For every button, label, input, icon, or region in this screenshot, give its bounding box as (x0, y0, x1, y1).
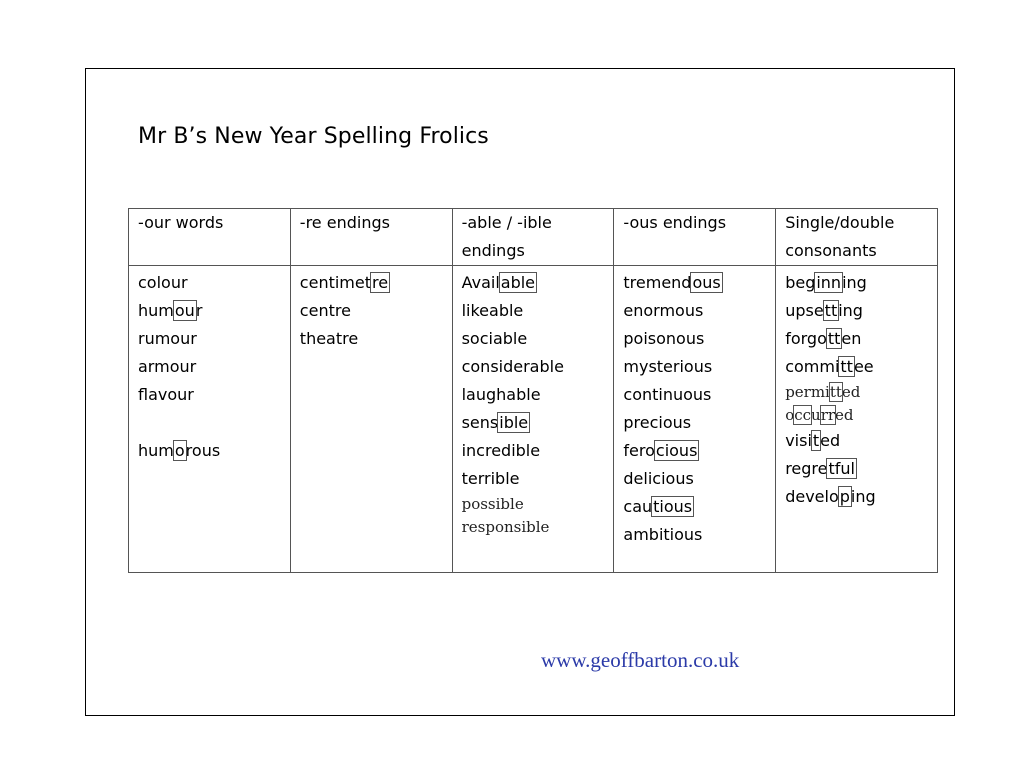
word-part: centre (299, 301, 351, 320)
word-part: flavour (138, 385, 194, 404)
word-item (785, 353, 937, 381)
word-gap (138, 409, 290, 437)
column-our-words (129, 266, 291, 573)
word-part: colour (138, 273, 188, 292)
word-item (138, 353, 290, 381)
word-item (462, 353, 614, 381)
highlighted-letters: tious (653, 497, 693, 516)
word-part: hum (138, 301, 174, 320)
word-item (623, 437, 775, 465)
word-part: sociable (461, 329, 528, 348)
word-part: armour (138, 357, 197, 376)
word-part: cau (623, 497, 653, 516)
column-re-endings (290, 266, 452, 573)
word-item (138, 297, 290, 325)
word-part: beg (785, 273, 816, 292)
page-title: Mr B’s New Year Spelling Frolics (138, 124, 489, 149)
highlighted-letters: ous (692, 273, 721, 292)
highlighted-letters: rr (820, 406, 836, 424)
word-part: poisonous (623, 329, 705, 348)
highlighted-letters: cious (655, 441, 698, 460)
word-item (462, 516, 614, 539)
word-item (623, 297, 775, 325)
word-part: r (195, 301, 203, 320)
word-part: develo (785, 487, 839, 506)
highlighted-letters: able (500, 273, 536, 292)
word-item (785, 381, 937, 404)
highlighted-letters: ible (499, 413, 529, 432)
word-item (785, 297, 937, 325)
word-part: o (785, 406, 795, 424)
column-able-ible-endings (452, 266, 614, 573)
word-part: forgo (785, 329, 827, 348)
highlighted-letters: tt (827, 329, 841, 348)
word-part: rous (185, 441, 221, 460)
word-part: en (841, 329, 862, 348)
highlighted-letters: tful (828, 459, 855, 478)
word-part: tremend (623, 273, 692, 292)
word-part: ed (820, 431, 841, 450)
word-part: hum (138, 441, 174, 460)
table-header-row (129, 209, 938, 266)
word-item (300, 325, 452, 353)
word-part: terrible (461, 469, 520, 488)
word-part: mysterious (623, 357, 713, 376)
highlighted-letters: tt (829, 383, 842, 401)
highlighted-letters: tt (824, 301, 838, 320)
column-ous-endings (614, 266, 776, 573)
highlighted-letters: inn (816, 273, 842, 292)
word-part: theatre (299, 329, 359, 348)
website-link[interactable]: www.geoffbarton.co.uk (541, 648, 740, 672)
word-item (462, 297, 614, 325)
word-part: ing (842, 273, 867, 292)
column-consonants (776, 266, 938, 573)
word-part: continuous (623, 385, 712, 404)
word-item (300, 269, 452, 297)
word-item (138, 269, 290, 297)
word-part: u (811, 406, 821, 424)
word-part: fero (623, 441, 655, 460)
word-item (785, 427, 937, 455)
highlighted-letters: p (839, 487, 850, 506)
word-item (462, 409, 614, 437)
word-item (623, 381, 775, 409)
highlighted-letters: t (812, 431, 820, 450)
word-part: enormous (623, 301, 704, 320)
word-part: delicious (623, 469, 694, 488)
word-item (623, 493, 775, 521)
word-item (785, 455, 937, 483)
header-re-endings: -re endings (290, 209, 452, 266)
word-item (785, 269, 937, 297)
highlighted-letters: cc (794, 406, 812, 424)
word-part: ed (835, 406, 854, 424)
word-part: laughable (461, 385, 541, 404)
word-item (623, 353, 775, 381)
word-item (462, 269, 614, 297)
header-ous-endings: -ous endings (614, 209, 776, 266)
spelling-table (128, 208, 938, 573)
table-body-row (129, 266, 938, 573)
word-item (138, 325, 290, 353)
word-part: ing (838, 301, 863, 320)
word-part: permi (785, 383, 830, 401)
word-item (623, 325, 775, 353)
header-our-words: -our words (129, 209, 291, 266)
word-part: visi (785, 431, 812, 450)
word-part: sens (461, 413, 499, 432)
word-item (462, 325, 614, 353)
word-item (623, 269, 775, 297)
word-item (462, 381, 614, 409)
highlighted-letters: o (174, 441, 185, 460)
word-item (300, 297, 452, 325)
word-part: incredible (461, 441, 541, 460)
word-part: ing (850, 487, 876, 506)
word-part: commi (785, 357, 840, 376)
word-part: considerable (461, 357, 564, 376)
highlighted-letters: tt (840, 357, 853, 376)
word-item (138, 437, 290, 465)
word-part: ambitious (623, 525, 703, 544)
word-part: ee (853, 357, 874, 376)
word-part: precious (623, 413, 692, 432)
word-item (462, 437, 614, 465)
word-part: rumour (138, 329, 197, 348)
word-item (785, 325, 937, 353)
word-item (623, 409, 775, 437)
word-part: responsible (461, 518, 550, 536)
word-part: centimet (299, 273, 371, 292)
highlighted-letters: ou (174, 301, 195, 320)
word-item (785, 483, 937, 511)
word-part: possible (461, 495, 524, 513)
word-part: ed (841, 383, 861, 401)
word-part: upse (785, 301, 824, 320)
word-part: Avail (461, 273, 500, 292)
highlighted-letters: re (372, 273, 389, 292)
word-item (623, 521, 775, 549)
word-part: regre (785, 459, 828, 478)
header-consonants: Single/double consonants (776, 209, 938, 266)
word-item (138, 381, 290, 409)
header-able-ible-endings: -able / -ible endings (452, 209, 614, 266)
word-item (785, 404, 937, 427)
word-item (462, 465, 614, 493)
word-item (623, 465, 775, 493)
word-item (462, 493, 614, 516)
word-part: likeable (461, 301, 524, 320)
